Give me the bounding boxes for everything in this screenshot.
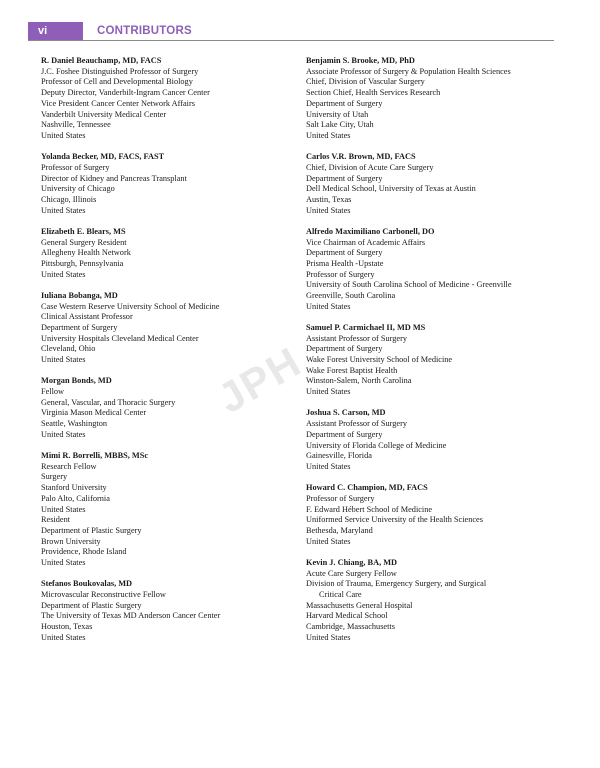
contributor-affiliation-line: Dell Medical School, University of Texas at Austin bbox=[306, 184, 476, 194]
contributor-affiliation-line: Gainesville, Florida bbox=[306, 451, 372, 461]
contributor-affiliation-line: Critical Care bbox=[319, 589, 362, 599]
contributor-affiliation-line: Seattle, Washington bbox=[41, 419, 108, 429]
contributor-affiliation-line: United States bbox=[306, 461, 351, 471]
contributor-affiliation-line: Uniformed Service University of the Health Sciences bbox=[306, 515, 483, 525]
contributor-entry bbox=[306, 483, 556, 547]
contributor-affiliation-line: Brown University bbox=[41, 536, 101, 546]
contributor-affiliation-line: Resident bbox=[41, 515, 71, 525]
contributor-affiliation-line: United States bbox=[41, 205, 86, 215]
contributor-affiliation-line: United States bbox=[41, 632, 86, 642]
contributor-affiliation-line: Microvascular Reconstructive Fellow bbox=[41, 589, 166, 599]
contributor-affiliation-line: Austin, Texas bbox=[306, 194, 352, 204]
contributor-name: Morgan Bonds, MD bbox=[41, 376, 112, 386]
contributor-name: Alfredo Maximiliano Carbonell, DO bbox=[306, 226, 435, 236]
contributor-affiliation-line: Greenville, South Carolina bbox=[306, 291, 396, 301]
contributor-affiliation-line: Fellow bbox=[41, 386, 65, 396]
contributor-affiliation-line: Pittsburgh, Pennsylvania bbox=[41, 258, 124, 268]
contributor-affiliation-line: Department of Surgery bbox=[306, 344, 383, 354]
contributor-affiliation-line: Assistant Professor of Surgery bbox=[306, 419, 408, 429]
contributor-affiliation-line: Prisma Health -Upstate bbox=[306, 258, 384, 268]
contributor-affiliation-line: Cleveland, Ohio bbox=[41, 344, 96, 354]
contributor-affiliation-line: Department of Surgery bbox=[306, 173, 383, 183]
contributor-affiliation-line: Department of Surgery bbox=[306, 429, 383, 439]
contributor-entry bbox=[41, 451, 291, 569]
contributor-affiliation-line: General, Vascular, and Thoracic Surgery bbox=[41, 397, 176, 407]
contributor-affiliation-line: Assistant Professor of Surgery bbox=[306, 333, 408, 343]
contributor-affiliation-line: Department of Surgery bbox=[306, 248, 383, 258]
page-header bbox=[28, 22, 554, 41]
contributor-affiliation-line: Vice Chairman of Academic Affairs bbox=[306, 237, 426, 247]
contributor-affiliation-line: Houston, Texas bbox=[41, 622, 93, 632]
contributor-affiliation-line: United States bbox=[41, 269, 86, 279]
contributor-affiliation-line: The University of Texas MD Anderson Cancer Center bbox=[41, 611, 221, 621]
contributor-name: Elizabeth E. Blears, MS bbox=[41, 226, 126, 236]
contributor-affiliation-line: United States bbox=[306, 301, 351, 311]
contributor-name: Joshua S. Carson, MD bbox=[306, 408, 386, 418]
contributor-affiliation-line: Stanford University bbox=[41, 483, 107, 493]
page-number: vi bbox=[28, 22, 83, 40]
contributor-affiliation-line: Vanderbilt University Medical Center bbox=[41, 109, 167, 119]
contributor-affiliation-line: Division of Trauma, Emergency Surgery, and Surgical bbox=[306, 579, 487, 589]
contributor-affiliation-line: Bethesda, Maryland bbox=[306, 525, 373, 535]
contributor-affiliation-line: University of South Carolina School of Medicine - Greenville bbox=[306, 280, 512, 290]
contributor-name: R. Daniel Beauchamp, MD, FACS bbox=[41, 56, 162, 65]
contributor-affiliation-line: University of Utah bbox=[306, 109, 369, 119]
contributor-affiliation-line: Professor of Surgery bbox=[41, 162, 110, 172]
contributor-affiliation-line: Wake Forest University School of Medicine bbox=[306, 355, 453, 365]
contributor-affiliation-line: Wake Forest Baptist Health bbox=[306, 365, 398, 375]
contributor-name: Stefanos Boukovalas, MD bbox=[41, 579, 133, 589]
contributor-affiliation-line: Winston-Salem, North Carolina bbox=[306, 376, 412, 386]
contributor-affiliation-line: University of Florida College of Medicine bbox=[306, 440, 447, 450]
contributor-entry bbox=[306, 408, 556, 472]
contributor-affiliation-line: Salt Lake City, Utah bbox=[306, 120, 374, 130]
contributor-name: Iuliana Bobanga, MD bbox=[41, 290, 118, 300]
contributor-affiliation-line: United States bbox=[306, 536, 351, 546]
contributor-name: Carlos V.R. Brown, MD, FACS bbox=[306, 152, 416, 162]
contributor-entry bbox=[306, 227, 556, 313]
contributor-affiliation-line: Department of Plastic Surgery bbox=[41, 600, 142, 610]
contributor-entry bbox=[306, 558, 556, 644]
contributor-affiliation-line: Massachusetts General Hospital bbox=[306, 600, 413, 610]
contributor-affiliation-line: University of Chicago bbox=[41, 184, 115, 194]
contributor-affiliation-line: Providence, Rhode Island bbox=[41, 547, 127, 557]
contributor-affiliation-line: F. Edward Hébert School of Medicine bbox=[306, 504, 433, 514]
contributor-affiliation-line: Director of Kidney and Pancreas Transplant bbox=[41, 173, 187, 183]
contributor-affiliation-line: Professor of Surgery bbox=[306, 269, 375, 279]
contributor-name: Samuel P. Carmichael II, MD MS bbox=[306, 322, 426, 332]
contributor-affiliation-line: General Surgery Resident bbox=[41, 237, 127, 247]
contributor-affiliation-line: Vice President Cancer Center Network Affairs bbox=[41, 98, 195, 108]
contributor-entry bbox=[306, 323, 556, 398]
contributor-affiliation-line: Department of Plastic Surgery bbox=[41, 525, 142, 535]
contributor-affiliation-line: United States bbox=[306, 205, 351, 215]
contributor-name: Kevin J. Chiang, BA, MD bbox=[306, 557, 398, 567]
contributor-affiliation-line: J.C. Foshee Distinguished Professor of Surgery bbox=[41, 66, 199, 76]
contributor-affiliation-line: Nashville, Tennessee bbox=[41, 120, 111, 130]
contributor-entry bbox=[41, 579, 291, 643]
watermark: JPH bbox=[210, 337, 310, 422]
contributor-affiliation-line: Chief, Division of Acute Care Surgery bbox=[306, 162, 434, 172]
contributors-right-column bbox=[306, 56, 556, 654]
contributor-affiliation-line: United States bbox=[41, 504, 86, 514]
contributor-name: Mimi R. Borrelli, MBBS, MSc bbox=[41, 451, 149, 460]
contributor-affiliation-line: United States bbox=[306, 632, 351, 642]
contributor-affiliation-line: Virginia Mason Medical Center bbox=[41, 408, 147, 418]
contributor-affiliation-line: Palo Alto, California bbox=[41, 493, 110, 503]
contributor-entry bbox=[306, 56, 556, 142]
contributor-name: Yolanda Becker, MD, FACS, FAST bbox=[41, 152, 165, 162]
contributor-entry bbox=[41, 56, 291, 142]
contributor-affiliation-line: Clinical Assistant Professor bbox=[41, 312, 133, 322]
contributor-affiliation-line: Department of Surgery bbox=[41, 322, 118, 332]
contributor-affiliation-line: United States bbox=[306, 387, 351, 397]
contributor-affiliation-line: Section Chief, Health Services Research bbox=[306, 88, 441, 98]
contributor-affiliation-line: Professor of Cell and Developmental Biology bbox=[41, 77, 193, 87]
contributor-affiliation-line: Professor of Surgery bbox=[306, 493, 375, 503]
contributor-affiliation-line: United States bbox=[41, 355, 86, 365]
contributor-affiliation-line: Allegheny Health Network bbox=[41, 248, 131, 258]
contributor-affiliation-line: Department of Surgery bbox=[306, 98, 383, 108]
contributor-entry bbox=[41, 152, 291, 216]
contributor-affiliation-line: Harvard Medical School bbox=[306, 611, 388, 621]
contributor-name: Benjamin S. Brooke, MD, PhD bbox=[306, 56, 415, 65]
contributor-affiliation-line: United States bbox=[306, 130, 351, 140]
contributor-affiliation-line: Case Western Reserve University School of Medicine bbox=[41, 301, 220, 311]
contributor-entry bbox=[306, 152, 556, 216]
contributor-affiliation-line: United States bbox=[41, 558, 86, 568]
contributor-affiliation-line: Cambridge, Massachusetts bbox=[306, 622, 395, 632]
contributor-affiliation-line: Deputy Director, Vanderbilt-Ingram Cancer Center bbox=[41, 88, 210, 98]
contributor-name: Howard C. Champion, MD, FACS bbox=[306, 483, 428, 493]
contributor-affiliation-line: University Hospitals Cleveland Medical Center bbox=[41, 333, 199, 343]
section-title: CONTRIBUTORS bbox=[97, 25, 192, 37]
contributor-affiliation-line: Research Fellow bbox=[41, 461, 97, 471]
contributor-affiliation-line: United States bbox=[41, 429, 86, 439]
contributor-affiliation-line: Surgery bbox=[41, 472, 68, 482]
contributor-entry bbox=[41, 227, 291, 281]
contributor-affiliation-line: Chief, Division of Vascular Surgery bbox=[306, 77, 425, 87]
contributor-affiliation-line: United States bbox=[41, 130, 86, 140]
contributor-affiliation-line: Associate Professor of Surgery & Population Health Sciences bbox=[306, 66, 511, 76]
contributor-affiliation-line: Acute Care Surgery Fellow bbox=[306, 568, 397, 578]
contributor-affiliation-line: Chicago, Illinois bbox=[41, 194, 97, 204]
